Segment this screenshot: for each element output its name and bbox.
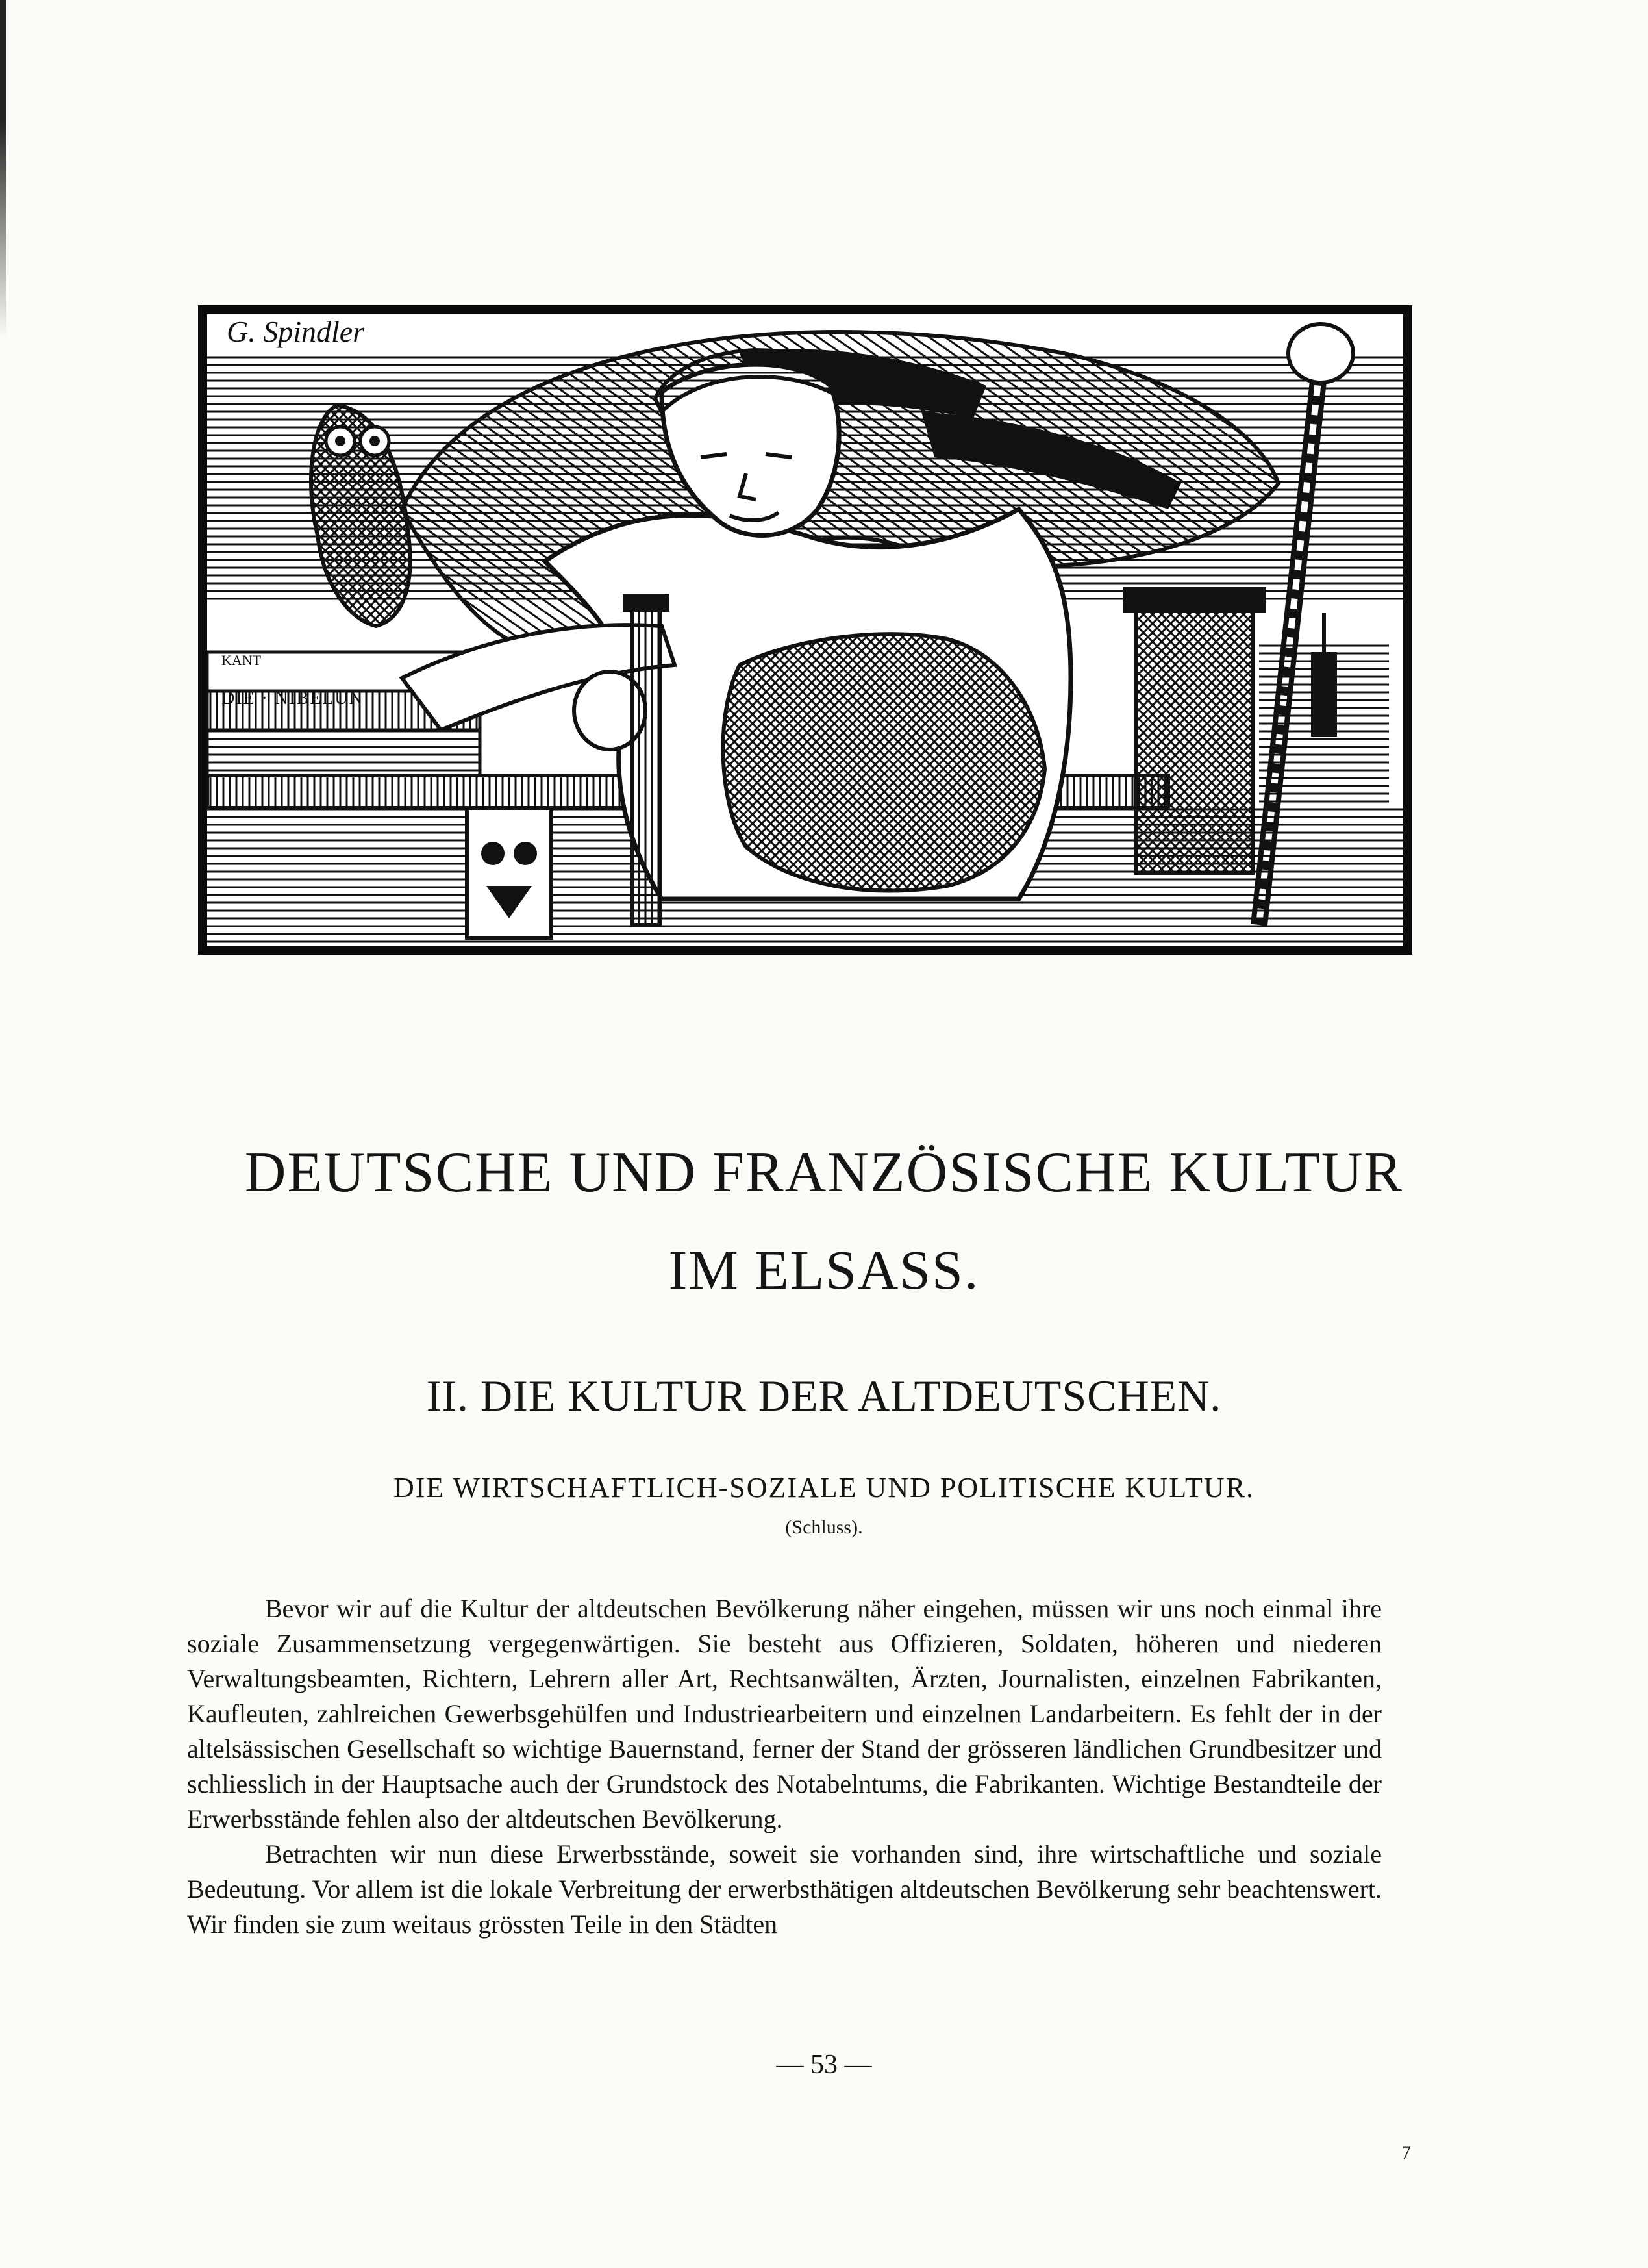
page-number: — 53 — — [776, 2050, 872, 2080]
sheet-mark: 7 — [1401, 2142, 1411, 2163]
scan-edge-shadow — [0, 0, 6, 338]
book-spine-2: DIE · NIBELUN — [221, 688, 364, 709]
article-body — [187, 1591, 1382, 1942]
continued-note: (Schluss). — [785, 1517, 863, 1538]
paragraph: Betrachten wir nun diese Erwerbsstände, soweit sie vorhanden sind, ihre wirtschaftliche und soziale Bedeutung. Vor allem ist die lokale Verbreitung der erwerbsthätigen altdeutschen Bevölkerung sehr beachtenswert. Wir finden sie zum weitaus grössten Teile in den Städten — [187, 1839, 1382, 1939]
page-title-second-line: IM ELSASS. — [668, 1239, 980, 1301]
subsection-title: DIE WIRTSCHAFTLICH-SOZIALE UND POLITISCHE KULTUR. — [393, 1472, 1255, 1504]
illustration-signature: G. Spindler — [227, 315, 365, 348]
paragraph: Bevor wir auf die Kultur der altdeutschen Bevölkerung näher eingehen, müssen wir uns noch einmal ihre soziale Zusammensetzung vergegenwärtigen. Sie besteht aus Offizieren, Soldaten, höheren und niederen Verwaltungsbeamten, Richtern, Lehrern aller Art, Rechtsanwälten, Ärzten, Journalisten, einzelnen Fabrikanten, Kaufleuten, zahlreichen Gewerbsgehülfen und Industriearbeitern und einzelnen Landarbeitern. Es fehlt der in der altelsässischen Gesellschaft so wichtige Bauernstand, ferner der Stand der grösseren ländlichen Grundbesitzer und schliesslich in der Hauptsache auch der Grundstock des Notabelntums, die Fabrikanten. Wichtige Bestandteile der Erwerbsstände fehlen also der altdeutschen Bevölkerung. — [187, 1594, 1382, 1833]
book-spine-1: KANT — [221, 652, 262, 668]
page-title: DEUTSCHE UND FRANZÖSISCHE KULTUR — [244, 1141, 1404, 1204]
header-illustration — [198, 305, 1412, 955]
section-title: II. DIE KULTUR DER ALTDEUTSCHEN. — [426, 1371, 1222, 1420]
